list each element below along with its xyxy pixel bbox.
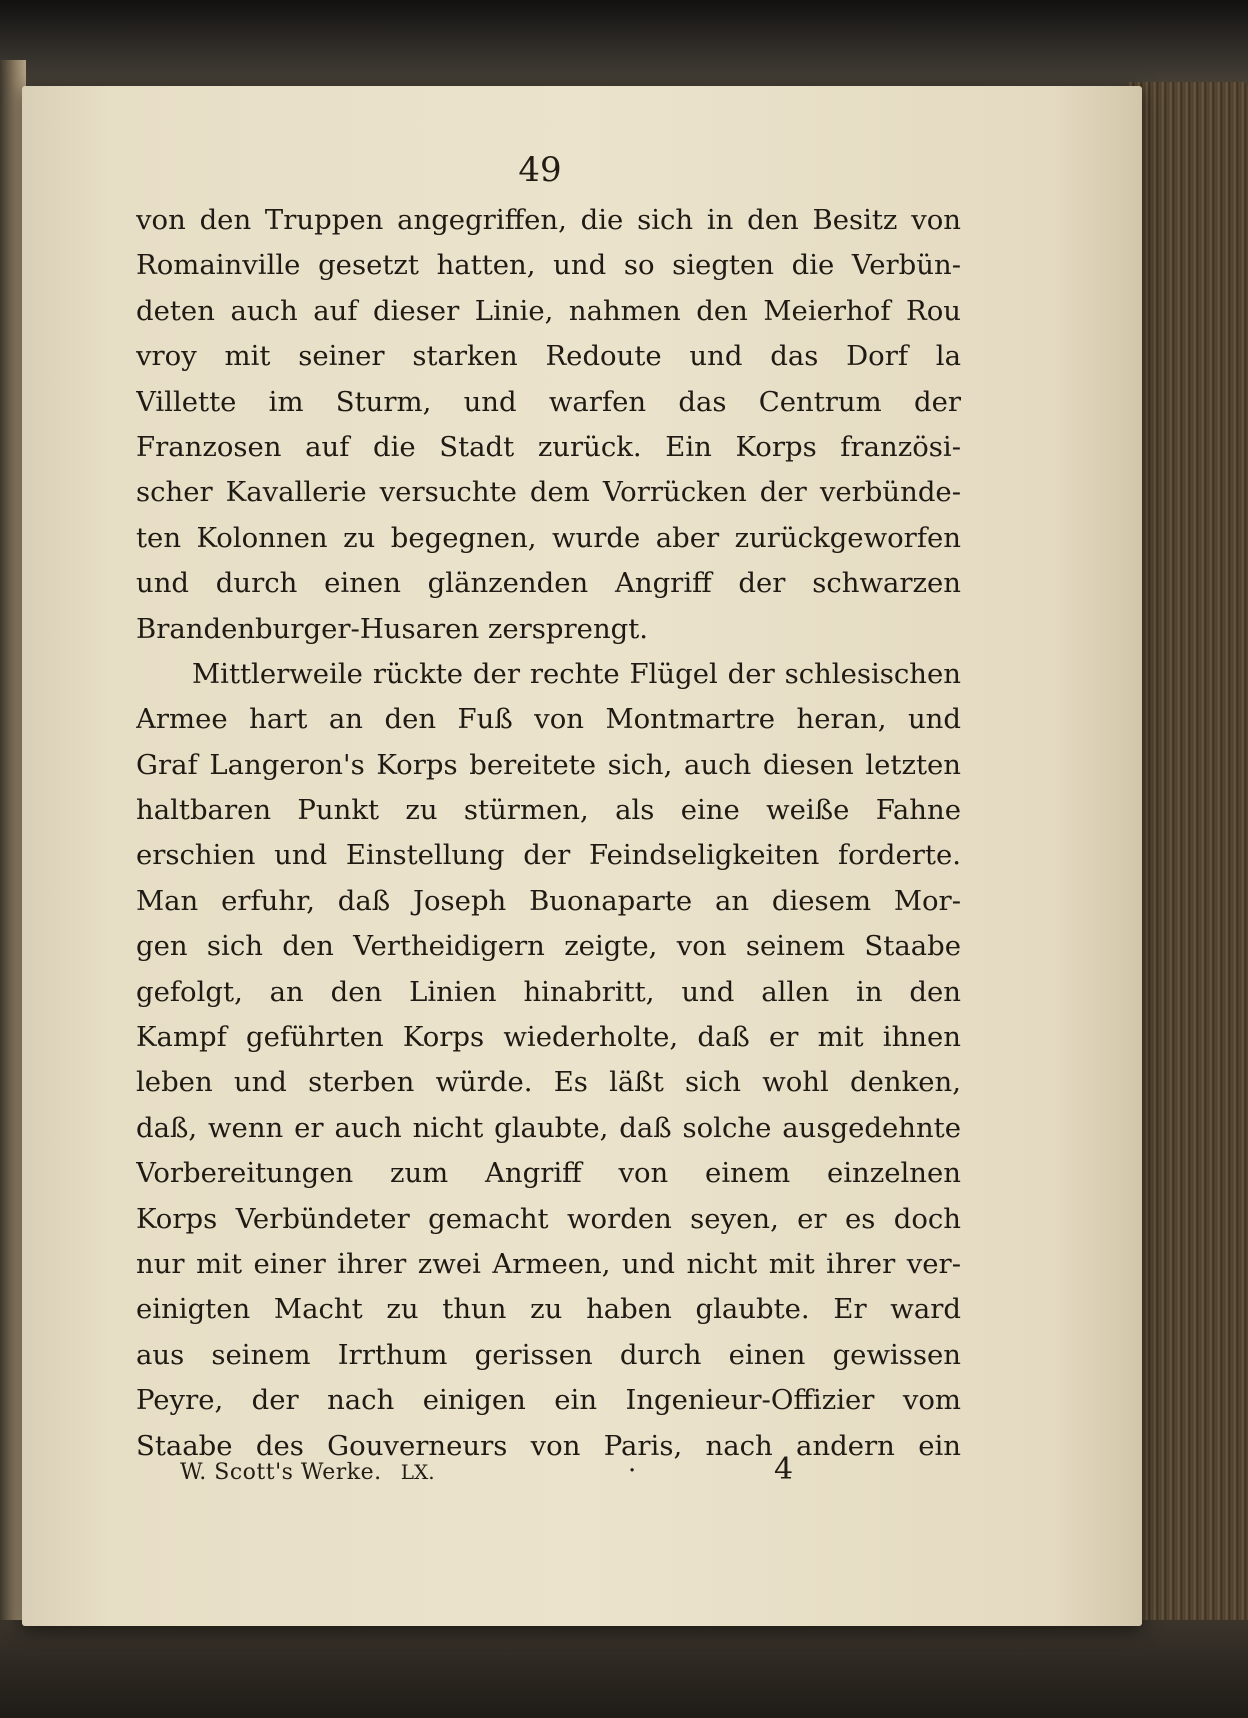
text-line: Villette im Sturm, und warfen das Centrum der [136, 385, 961, 418]
text-line: deten auch auf dieser Linie, nahmen den Meierhof Rou [136, 294, 961, 327]
text-line: Korps Verbündeter gemacht worden seyen, er es doch [136, 1202, 961, 1235]
text-line: Staabe des Gouverneurs von Paris, nach andern ein [136, 1429, 961, 1462]
page-number: 49 [518, 150, 562, 190]
text-line: scher Kavallerie versuchte dem Vorrücken der verbünde- [136, 476, 961, 509]
footer-volume: LX. [400, 1460, 435, 1484]
text-line: Franzosen auf die Stadt zurück. Ein Korps französi- [136, 430, 961, 463]
footer-dot: · [628, 1456, 637, 1486]
paragraph-1 [136, 198, 961, 652]
text-line: nur mit einer ihrer zwei Armeen, und nicht mit ihrer ver- [136, 1247, 961, 1280]
footer-signature-mark: 4 [774, 1452, 794, 1487]
text-line: von den Truppen angegriffen, die sich in den Besitz von [136, 204, 961, 236]
text-line: Armee hart an den Fuß von Montmartre heran, und [136, 703, 961, 736]
text-line: gen sich den Vertheidigern zeigte, von seinem Staabe [136, 930, 961, 963]
text-line: Kampf geführten Korps wiederholte, daß er mit ihnen [136, 1021, 961, 1054]
paragraph-2 [136, 652, 961, 1469]
text-line: daß, wenn er auch nicht glaubte, daß solche ausgedehnte [136, 1111, 961, 1144]
text-line: Graf Langeron's Korps bereitete sich, auch diesen letzten [136, 748, 961, 781]
book-top-shadow [0, 0, 1248, 90]
page-footer [180, 1452, 800, 1487]
text-line: erschien und Einstellung der Feindseligkeiten forderte. [136, 839, 961, 872]
text-line: ten Kolonnen zu begegnen, wurde aber zurückgeworfen [136, 521, 961, 554]
text-line: aus seinem Irrthum gerissen durch einen gewissen [136, 1338, 961, 1371]
text-line: leben und sterben würde. Es läßt sich wohl denken, [136, 1066, 961, 1099]
text-line: Vorbereitungen zum Angriff von einem einzelnen [136, 1157, 961, 1190]
text-line: gefolgt, an den Linien hinabritt, und allen in den [136, 975, 961, 1008]
text-line: haltbaren Punkt zu stürmen, als eine weiße Fahne [136, 794, 961, 827]
text-line: Brandenburger-Husaren zersprengt. [136, 612, 649, 645]
text-line: Mittlerweile rückte der rechte Flügel der schlesischen [192, 657, 961, 690]
right-page-edges [1128, 82, 1248, 1642]
book-bottom-shadow [0, 1620, 1248, 1718]
text-line: vroy mit seiner starken Redoute und das Dorf la [136, 340, 961, 373]
text-line: Peyre, der nach einigen ein Ingenieur-Offizier vom [136, 1384, 961, 1417]
text-line: Romainville gesetzt hatten, und so siegten die Verbün- [136, 249, 961, 282]
text-line: einigten Macht zu thun zu haben glaubte. Er ward [136, 1293, 961, 1326]
footer-series-title: W. Scott's Werke. [180, 1460, 382, 1485]
text-line: und durch einen glänzenden Angriff der schwarzen [136, 567, 961, 600]
body-text [136, 198, 961, 1469]
text-line: Man erfuhr, daß Joseph Buonaparte an diesem Mor- [136, 884, 961, 917]
